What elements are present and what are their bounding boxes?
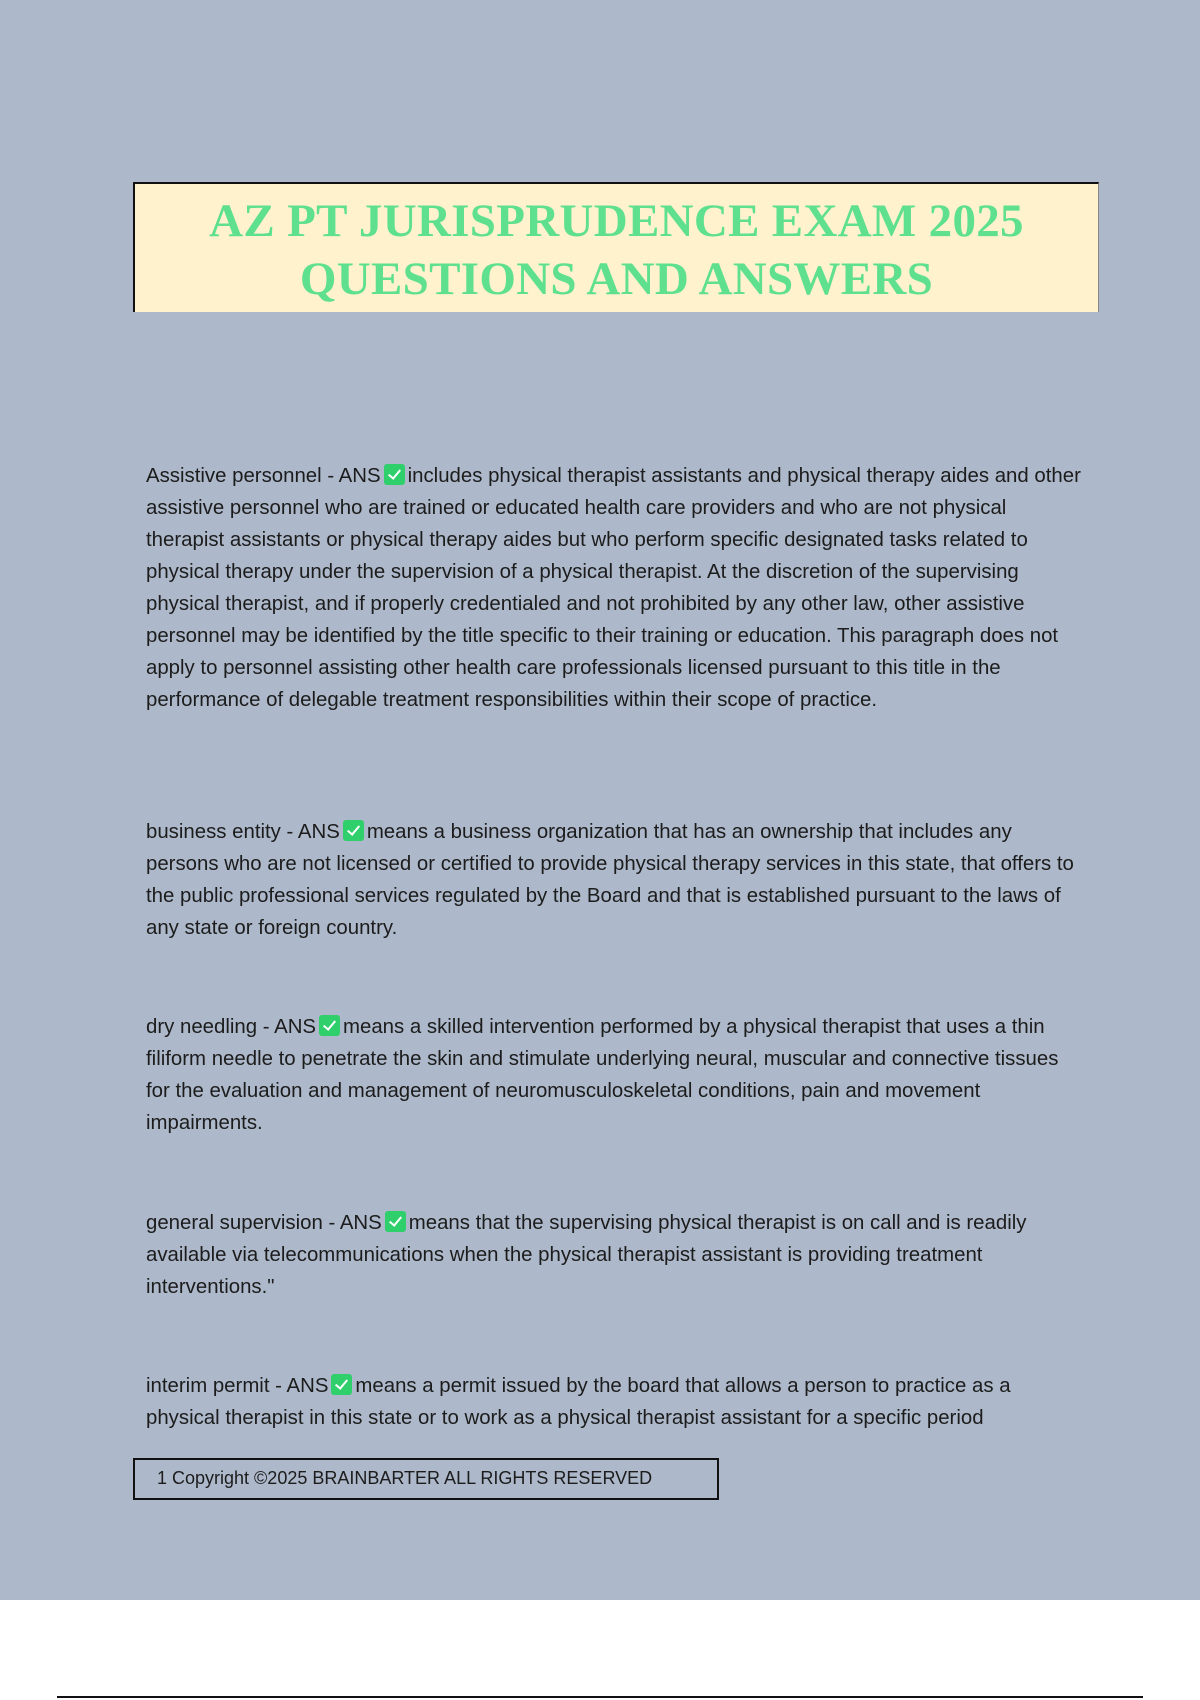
document-title-line-1: AZ PT JURISPRUDENCE EXAM 2025 — [209, 195, 1024, 247]
entry-term: business entity - ANS — [146, 821, 340, 843]
entry-definition: means a permit issued by the board that allows a person to practice as a physical therapist in this state or to work as a physical therapist assistant for a specific period — [146, 1375, 1011, 1429]
definition-entry-business-entity — [146, 816, 1086, 944]
check-mark-icon — [319, 1015, 340, 1036]
check-mark-icon — [384, 464, 405, 485]
check-mark-icon — [385, 1211, 406, 1232]
definition-entry-interim-permit — [146, 1370, 1086, 1434]
copyright-text: 1 Copyright ©2025 BRAINBARTER ALL RIGHTS RESERVED — [157, 1468, 653, 1488]
entry-term: Assistive personnel - ANS — [146, 465, 381, 487]
definition-entry-assistive-personnel — [146, 460, 1086, 716]
definition-entry-dry-needling — [146, 1011, 1086, 1139]
definition-entry-general-supervision — [146, 1207, 1086, 1303]
entry-definition: means that the supervising physical therapist is on call and is readily available via telecommunications when the physical therapist assistant is providing treatment interventions." — [146, 1212, 1027, 1298]
page-bottom-divider — [57, 1696, 1143, 1698]
entry-definition: includes physical therapist assistants and physical therapy aides and other assistive personnel who are trained or educated health care providers and who are not physical therapist assistants or physical therapy aides but who perform specific designated tasks related to physical therapy under the supervision of a physical therapist. At the discretion of the supervising physical therapist, and if properly credentialed and not prohibited by any other law, other assistive personnel may be identified by the title specific to their training or education. This paragraph does not apply to personnel assisting other health care professionals licensed pursuant to this title in the performance of delegable treatment responsibilities within their scope of practice. — [146, 465, 1081, 711]
entry-definition: means a business organization that has an ownership that includes any persons who are not licensed or certified to provide physical therapy services in this state, that offers to the public professional services regulated by the Board and that is established pursuant to the laws of any state or foreign country. — [146, 821, 1074, 939]
entry-term: general supervision - ANS — [146, 1212, 382, 1234]
check-mark-icon — [343, 820, 364, 841]
entry-definition: means a skilled intervention performed by a physical therapist that uses a thin filiform needle to penetrate the skin and stimulate underlying neural, muscular and connective tissues for the evaluation and management of neuromusculoskeletal conditions, pain and movement impairments. — [146, 1016, 1059, 1134]
document-title-line-2: QUESTIONS AND ANSWERS — [299, 253, 934, 305]
title-box — [133, 182, 1099, 312]
entry-term: interim permit - ANS — [146, 1375, 329, 1397]
copyright-footer — [133, 1458, 719, 1500]
entry-term: dry needling - ANS — [146, 1016, 317, 1038]
check-mark-icon — [331, 1374, 352, 1395]
